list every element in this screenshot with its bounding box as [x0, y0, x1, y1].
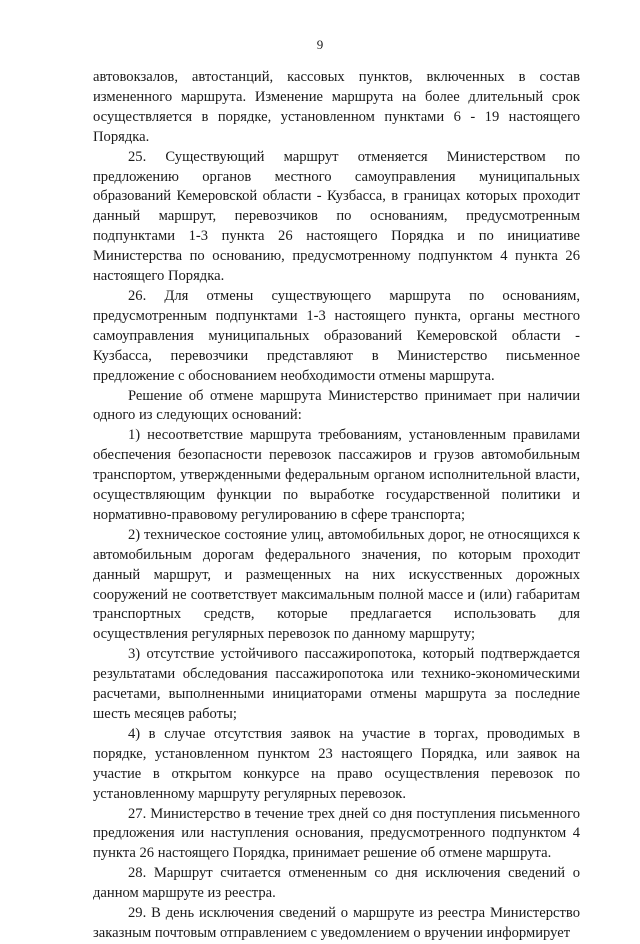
- paragraph-28: 28. Маршрут считается отмененным со дня исключения сведений о данном маршруте из реестра.: [93, 865, 580, 902]
- list-item-2: 2) техническое состояние улиц, автомобильных дорог, не относящихся к автомобильным дорогам федерального значения, по которым проходит данный маршрут, и размещенных на них искусственных дорожных сооружений не соответствует максимальным полной массе и (или) габаритам транспортных средств, которые предлагается использовать для осуществления регулярных перевозок по данному маршруту;: [93, 526, 580, 643]
- paragraph-continuation: автовокзалов, автостанций, кассовых пунктов, включенных в состав измененного маршрута. Изменение маршрута на более длительный срок осуществляется в порядке, установленном пунктами 6 - 19 настоящего Порядка.: [93, 69, 580, 145]
- document-body: [93, 68, 580, 944]
- list-item-1: 1) несоответствие маршрута требованиям, установленным правилами обеспечения безопасности перевозок пассажиров и грузов автомобильным транспортом, утвержденными федеральным органом исполнительной власти, осуществляющим функции по выработке государственной политики и нормативно-правовому регулированию в сфере транспорта;: [93, 427, 580, 523]
- paragraph-26: 26. Для отмены существующего маршрута по основаниям, предусмотренным подпунктами 1-3 настоящего пункта, органы местного самоуправления муниципальных образований Кемеровской области - Кузбасса, перевозчики представляют в Министерство письменное предложение с обоснованием необходимости отмены маршрута.: [93, 287, 580, 384]
- list-item-4: 4) в случае отсутствия заявок на участие в торгах, проводимых в порядке, установленном пунктом 23 настоящего Порядка, или заявок на участие в открытом конкурсе на право осуществления перевозок по установленному маршруту регулярных перевозок.: [93, 725, 580, 802]
- list-item-3: 3) отсутствие устойчивого пассажиропотока, который подтверждается результатами обследования пассажиропотока или технико-экономическими расчетами, выполненными инициаторами отмены маршрута за последние шесть месяцев работы;: [93, 646, 580, 722]
- paragraph-27: 27. Министерство в течение трех дней со дня поступления письменного предложения или наступления основания, предусмотренного подпунктом 4 пункта 26 настоящего Порядка, принимает решение об отмене маршрута.: [93, 805, 580, 862]
- paragraph-25: 25. Существующий маршрут отменяется Министерством по предложению органов местного самоуправления муниципальных образований Кемеровской области - Кузбасса, в границах которых проходит данный маршрут, перевозчиков по основаниям, предусмотренным подпунктами 1-3 пункта 26 настоящего Порядка и по инициативе Министерства по основанию, предусмотренному подпунктом 4 пункта 26 настоящего Порядка.: [93, 148, 580, 285]
- page-number: 9: [316, 37, 324, 52]
- paragraph-29: 29. В день исключения сведений о маршруте из реестра Министерство заказным почтовым отправлением с уведомлением о вручении информирует: [93, 905, 580, 941]
- paragraph-decision-grounds: Решение об отмене маршрута Министерство принимает при наличии одного из следующих оснований:: [93, 387, 580, 424]
